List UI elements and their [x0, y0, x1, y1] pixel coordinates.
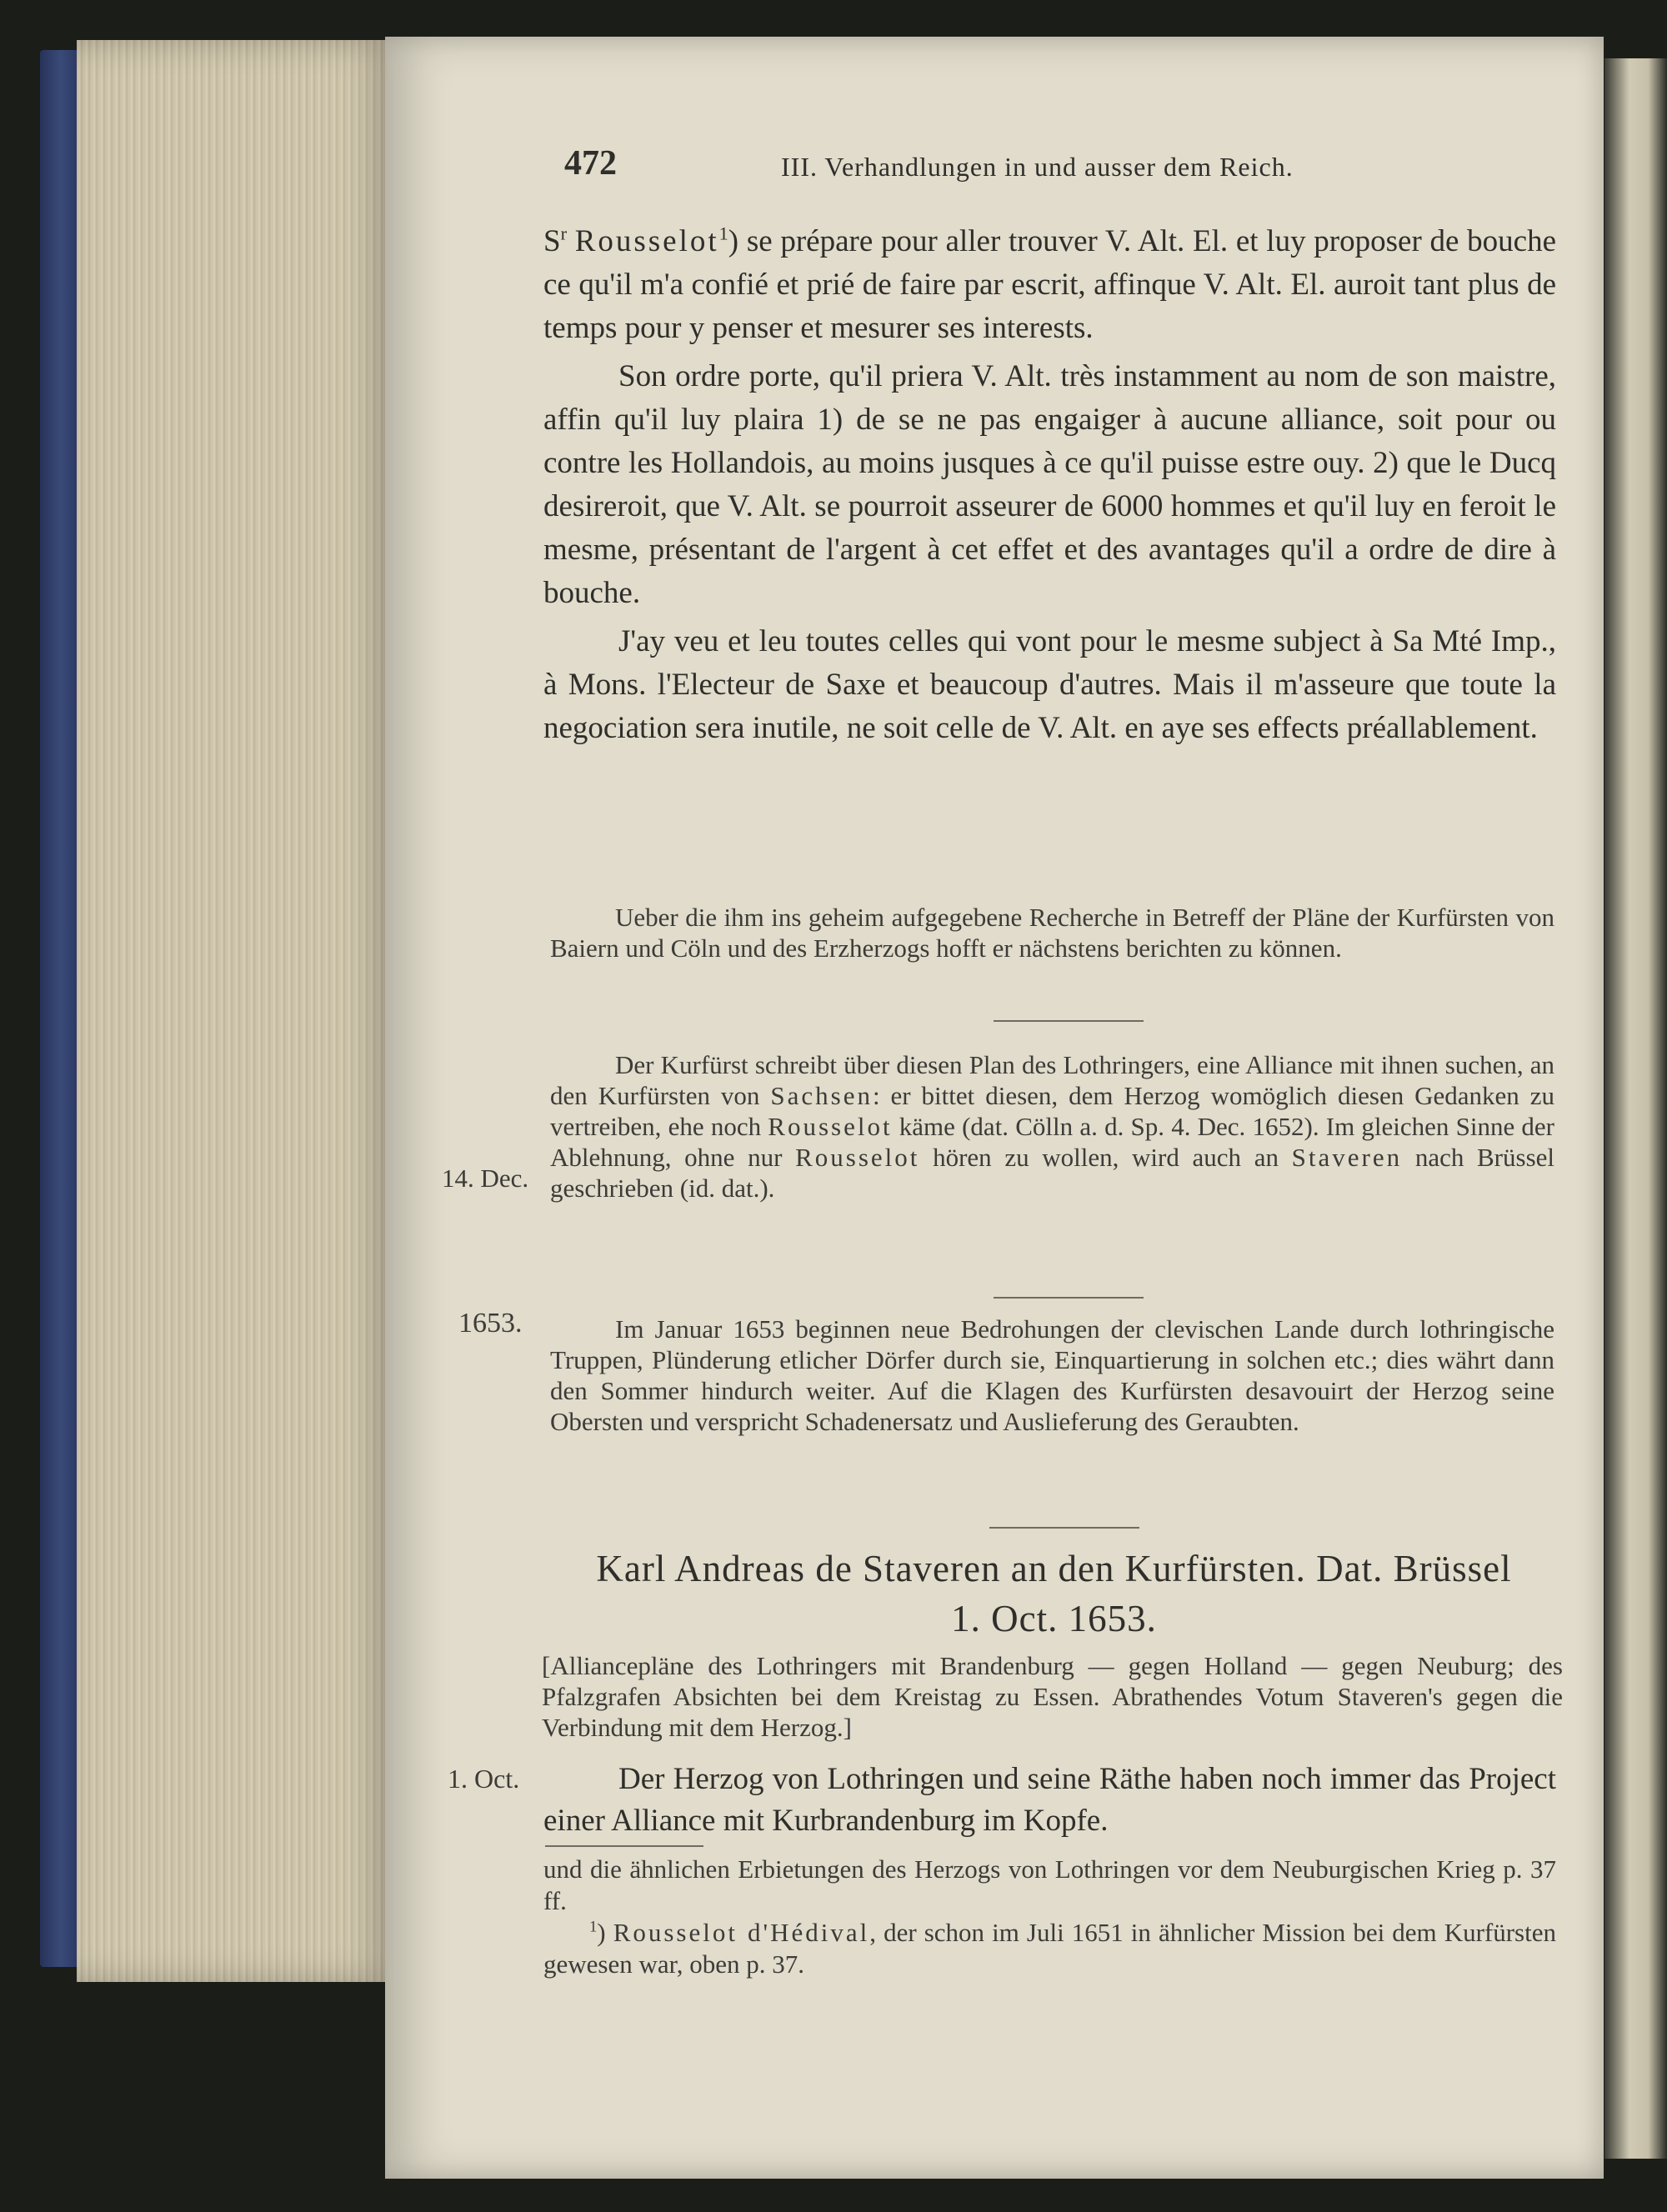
letter-paragraph-3: J'ay veu et leu toutes celles qui vont pour le mesme subject à Sa Mté Imp., à Mons. l'Electeur de Saxe et beaucoup d'autres. Mais il m'asseure que toute la negociation sera inutile, ne soit celle de V. Alt. en aye ses effects préallablement.: [543, 624, 1556, 745]
document-title: [543, 1544, 1564, 1644]
letter-paragraph-1-text: se prépare pour aller trouver V. Alt. El. et luy proposer de bouche ce qu'il m'a confié et prié de faire par escrit, affinque V. Alt. El. auroit tant plus de temps pour y penser et mesurer ses interests.: [543, 224, 1556, 345]
page-number: 472: [564, 144, 617, 183]
regest-text: [Allianceplänе des Lothringers mit Brandenburg — gegen Holland — gegen Neuburg; des Pfalzgrafen Absichten bei dem Kreistag zu Essen. Abrathendes Votum Staveren's gegen die Verbindung mit dem Herzog.]: [542, 1651, 1563, 1742]
footnote-1: $^1$) Rousselot d'Hédival, der schon im Juli 1651 in ähnlicher Mission bei dem Kurfürsten gewesen war, oben p. 37.: [543, 1918, 1556, 1979]
book-cover-edge: [40, 50, 82, 1967]
margin-year-1653: 1653.: [458, 1308, 523, 1339]
facing-page-edge: [1604, 58, 1667, 2159]
letter-paragraph-1: $S^r$ Rousselot$^1$) se prépare pour aller trouver V. Alt. El. et luy proposer de bouche ce qu'il m'a confié et prié de faire par escrit, affinque V. Alt. El. auroit tant plus de temps pour y penser et mesurer ses interests.: [543, 223, 1556, 345]
separator-rule: [989, 1527, 1139, 1529]
document-body-text: Der Herzog von Lothringen und seine Räthe haben noch immer das Project einer Alliance mit Kurbrandenburg im Kopfe.: [543, 1762, 1556, 1838]
separator-rule: [994, 1297, 1144, 1299]
name-staveren: Staveren: [1291, 1143, 1403, 1172]
footnote-1-text: , der schon im Juli 1651 in ähnlicher Mission bei dem Kurfürsten gewesen war, oben p. 37.: [543, 1918, 1556, 1979]
name-rousselot-3: Rousselot: [795, 1143, 920, 1172]
year-1653-paragraph: [550, 1314, 1554, 1437]
name-rousselot: Rousselot: [574, 224, 719, 258]
summary-2-part-5: nach Brüssel geschrieben (id. dat.).: [550, 1143, 1555, 1203]
footnote-continued: und die ähnlichen Erbietungen des Herzogs von Lothringen vor dem Neuburgischen Krieg p. 37 ff.: [543, 1854, 1556, 1915]
summary-2-part-1: Der Kurfürst schreibt über diesen Plan des Lothringers, eine Alliance mit ihnen suchen, an den Kurfürsten von: [550, 1050, 1554, 1110]
name-sachsen: Sachsen: [770, 1081, 873, 1110]
document-regest: [542, 1650, 1563, 1743]
name-rousselot-hedival: Rousselot d'Hédival: [613, 1918, 870, 1947]
summary-2-part-4: hören zu wollen, wird auch an: [933, 1143, 1279, 1172]
year-1653-text: Im Januar 1653 beginnen neue Bedrohungen der clevischen Lande durch lothringische Truppen, Plünderung etlicher Dörfer durch sie, Einquartierung in solchen etc.; dies währt dann den Sommer hindurch weiter. Auf die Klagen des Kurfürsten desavouirt der Herzog seine Obersten und verspricht Schadenersatz und Auslieferung des Geraubten.: [550, 1314, 1554, 1436]
document-body: [543, 1759, 1556, 1842]
running-head: III. Verhandlungen in und ausser dem Reich.: [781, 152, 1294, 182]
summary-paragraph-2: [550, 1049, 1554, 1204]
page-header: [385, 143, 1604, 193]
margin-date-14-dec: 14. Dec.: [442, 1164, 529, 1193]
document-title-line-1: Karl Andreas de Staveren an den Kurfürsten. Dat. Brüssel: [596, 1548, 1512, 1589]
footnotes: [543, 1854, 1556, 1980]
separator-rule: [994, 1020, 1144, 1022]
summary-2-part-3: käme (dat. Cölln a. d. Sp. 4. Dec. 1652). Im gleichen Sinne der Ablehnung, ohne nur: [550, 1112, 1555, 1172]
book-page: [385, 37, 1604, 2179]
letter-paragraph-2: Son ordre porte, qu'il priera V. Alt. très instamment au nom de son maistre, affin qu'il luy plaira 1) de se ne pas engaiger à aucune alliance, soit pour ou contre les Hollandois, au moins jusques à ce qu'il puisse estre ouy. 2) que le Ducq desireroit, que V. Alt. se pourroit asseurer de 6000 hommes et qu'il luy en feroit le mesme, présentant de l'argent à cet effet et des avantages qu'il a ordre de dire à bouche.: [543, 359, 1556, 610]
margin-date-1-oct: 1. Oct.: [448, 1764, 520, 1794]
summary-1-text: Ueber die ihm ins geheim aufgegebene Recherche in Betreff der Pläne der Kurfürsten von Baiern und Cöln und des Erzherzogs hofft er nächstens berichten zu können.: [550, 903, 1554, 963]
footnote-rule: [545, 1845, 703, 1847]
document-title-line-2: 1. Oct. 1653.: [951, 1598, 1157, 1639]
name-rousselot-2: Rousselot: [768, 1112, 893, 1141]
summary-paragraph-1: [550, 902, 1554, 963]
letter-text: [543, 220, 1556, 750]
page-stack-edge: [77, 40, 393, 1982]
summary-2-text: [550, 1049, 1554, 1204]
summary-2-part-2: : er bittet diesen, dem Herzog womöglich diesen Gedanken zu vertreiben, ehe noch: [550, 1081, 1555, 1141]
